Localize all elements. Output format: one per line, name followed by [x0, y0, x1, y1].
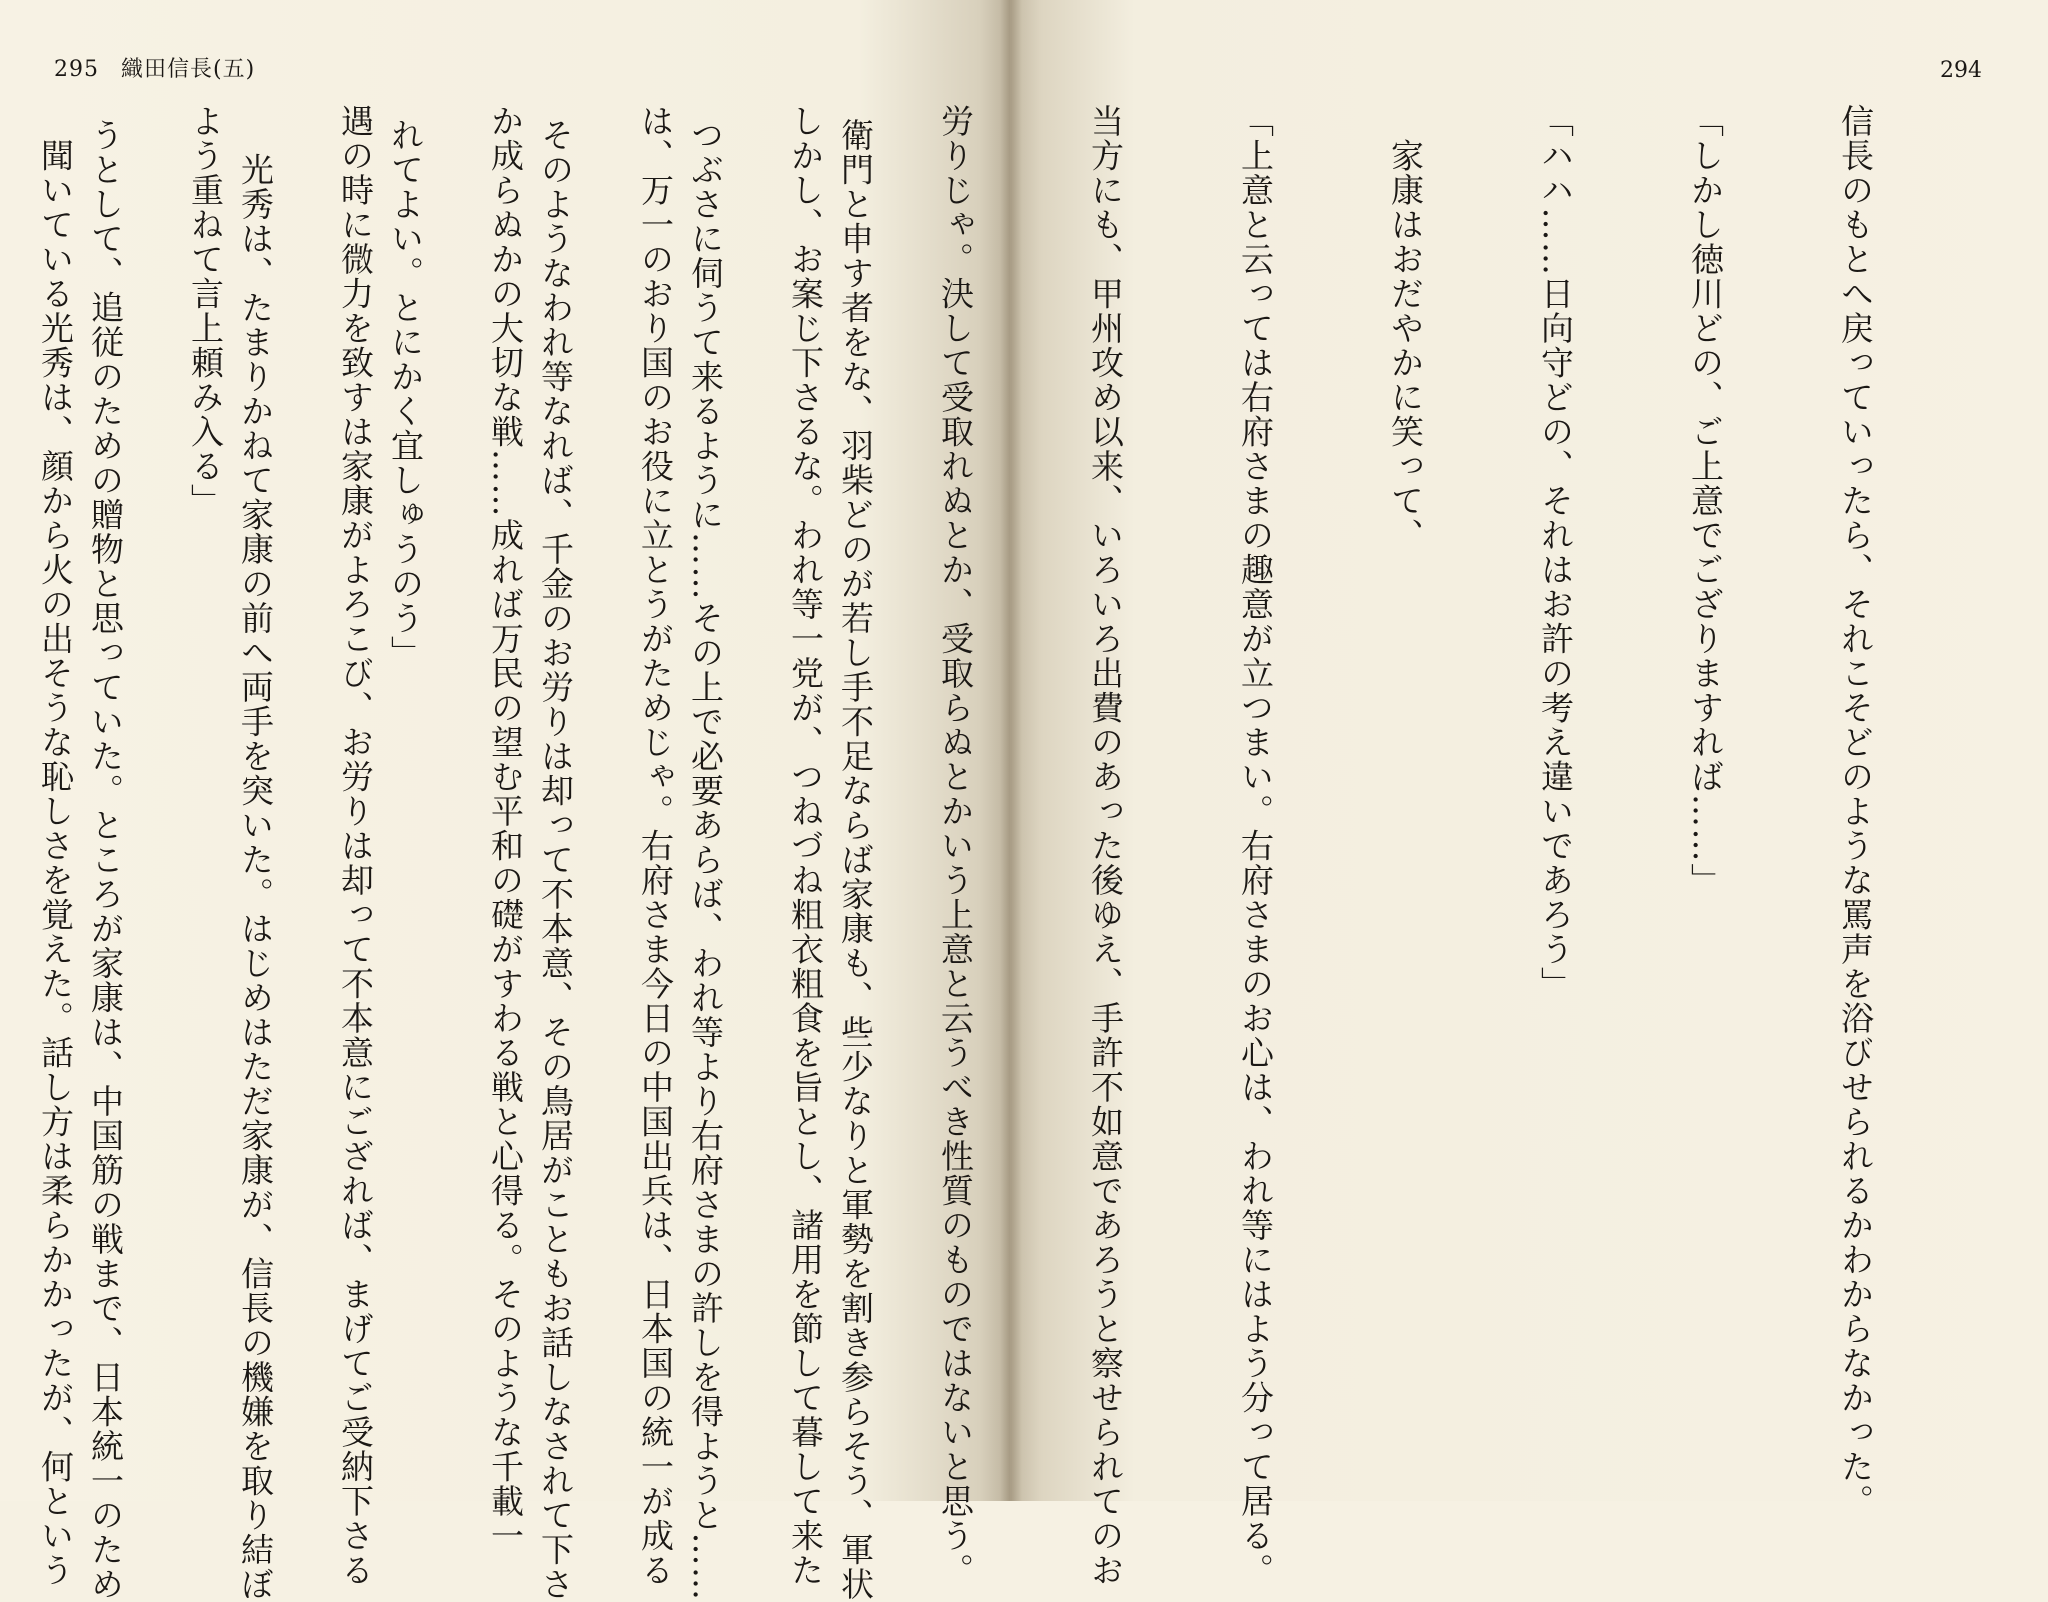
text-line: 衛門と申す者をな、羽柴どのが若し手不足ならば家康も、些少なりと軍勢を割き参らそう、軍状	[836, 118, 875, 1602]
text-line: しかし、お案じ下さるな。われ等一党が、つねづね粗衣粗食を旨とし、諸用を節して暮して来た	[786, 104, 825, 1588]
right-page-number: 294	[1940, 58, 1982, 83]
text-line: 「ハハ……日向守どの、それはお許の考え違いであろう」	[1536, 104, 1575, 1001]
text-line: 「しかし徳川どの、ご上意でござりますれば……」	[1686, 104, 1725, 898]
text-line: うとして、追従のための贈物と思っていた。ところが家康は、中国筋の戦まで、日本統一のため	[86, 118, 125, 1602]
text-line: 「上意と云っては右府さまの趣意が立つまい。右府さまのお心は、われ等にはよう分って居る。	[1236, 104, 1275, 1588]
text-line: 家康はおだやかに笑って、	[1386, 104, 1425, 553]
left-page-number: 295	[54, 57, 99, 82]
text-line: 労りじゃ。決して受取れぬとか、受取らぬとかいう上意と云うべき性質のものではないと思う。	[936, 104, 975, 1588]
book-gutter	[1000, 0, 1022, 1501]
text-line: 聞いている光秀は、顔から火の出そうな恥しさを覚えた。話し方は柔らかかったが、何という	[36, 104, 75, 1588]
running-title: 織田信長(五)	[121, 57, 256, 82]
text-line: 信長のもとへ戻っていったら、それこそどのような罵声を浴びせられるかわからなかった。	[1836, 104, 1875, 1519]
text-line: か成らぬかの大切な戦……成れば万民の望む平和の礎がすわる戦と心得る。そのような千載一	[486, 104, 525, 1553]
text-line: 光秀は、たまりかねて家康の前へ両手を突いた。はじめはただ家康が、信長の機嫌を取り結ぼ	[236, 118, 275, 1602]
left-page-header	[54, 52, 255, 83]
text-line: そのようなわれ等なれば、千金のお労りは却って不本意、その鳥居がこともお話しなされて下さ	[536, 118, 575, 1602]
text-line: れてよい。とにかく宜しゅうのう」	[386, 118, 425, 670]
text-line: よう重ねて言上頼み入る」	[186, 104, 225, 518]
text-line: つぶさに伺うて来るように……その上で必要あらば、われ等より右府さまの許しを得ようと……	[686, 118, 725, 1602]
text-line: は、万一のおり国のお役に立とうがためじゃ。右府さま今日の中国出兵は、日本国の統一が成る	[636, 104, 675, 1588]
text-line: 当方にも、甲州攻め以来、いろいろ出費のあった後ゆえ、手許不如意であろうと察せられてのお	[1086, 104, 1125, 1588]
text-line: 遇の時に微力を致すは家康がよろこび、お労りは却って不本意にござれば、まげてご受納下さる	[336, 104, 375, 1588]
